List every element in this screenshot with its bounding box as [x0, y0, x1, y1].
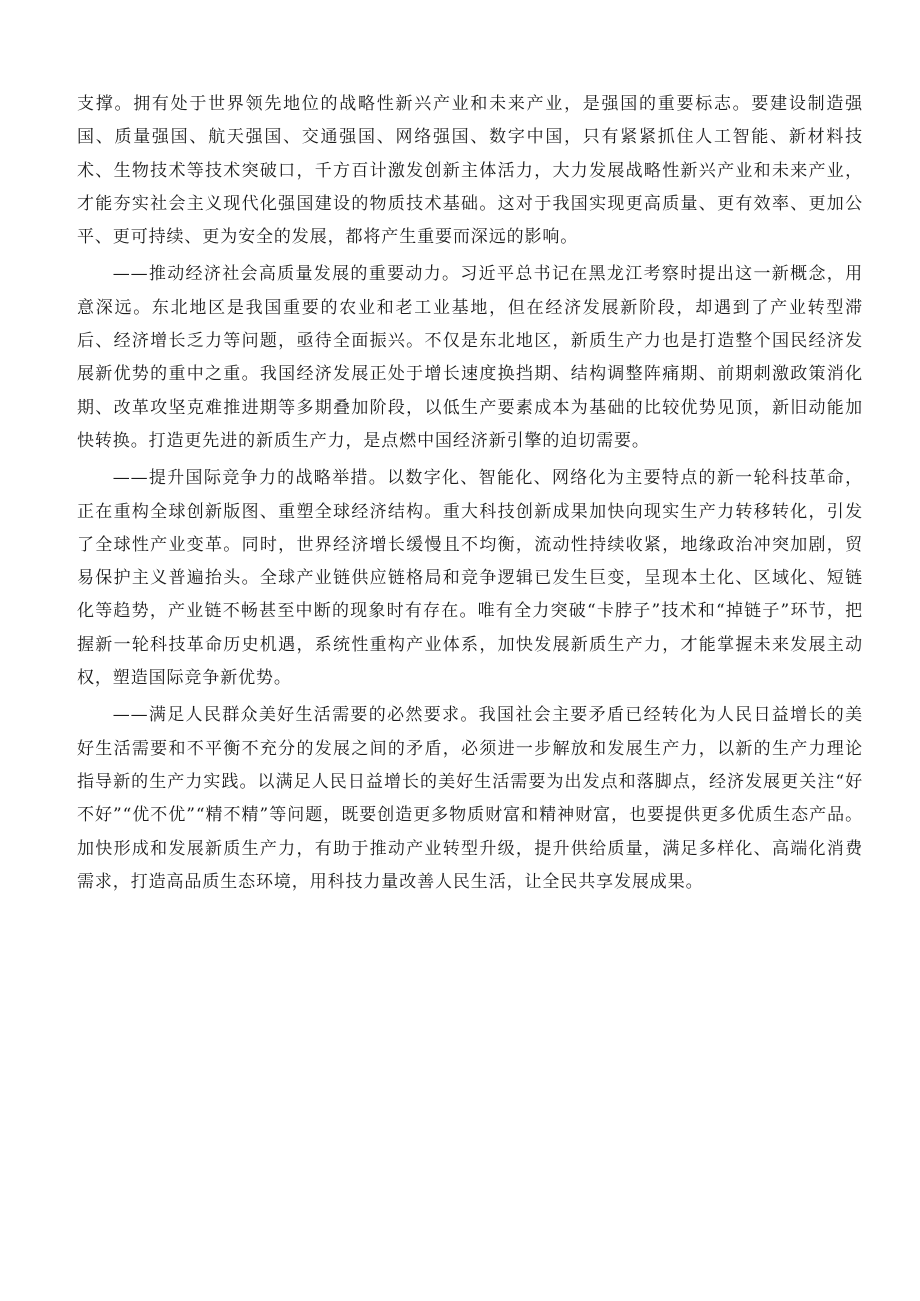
paragraph-continuation: 支撑。拥有处于世界领先地位的战略性新兴产业和未来产业，是强国的重要标志。要建设制造强国、质量强国、航天强国、交通强国、网络强国、数字中国，只有紧紧抓住人工智能、新材料技术、生物技术等技术突破口，千方百计激发创新主体活力，大力发展战略性新兴产业和未来产业，才能夯实社会主义现代化强国建设的物质技术基础。这对于我国实现更高质量、更有效率、更加公平、更可持续、更为安全的发展，都将产生重要而深远的影响。 [77, 94, 863, 248]
paragraph-better-life: ——满足人民群众美好生活需要的必然要求。我国社会主要矛盾已经转化为人民日益增长的美好生活需要和不平衡不充分的发展之间的矛盾，必须进一步解放和发展生产力，以新的生产力理论指导新的生产力实践。以满足人民日益增长的美好生活需要为出发点和落脚点，经济发展更关注“好不好”“优不优”“精不精”等问题，既要创造更多物质财富和精神财富，也要提供更多优质生态产品。加快形成和发展新质生产力，有助于推动产业转型升级，提升供给质量，满足多样化、高端化消费需求，打造高品质生态环境，用科技力量改善人民生活，让全民共享发展成果。 [77, 705, 863, 892]
document-body [77, 88, 863, 903]
paragraph-competitiveness: ——提升国际竞争力的战略举措。以数字化、智能化、网络化为主要特点的新一轮科技革命，正在重构全球创新版图、重塑全球经济结构。重大科技创新成果加快向现实生产力转移转化，引发了全球性产业变革。同时，世界经济增长缓慢且不均衡，流动性持续收紧，地缘政治冲突加剧，贸易保护主义普遍抬头。全球产业链供应链格局和竞争逻辑已发生巨变，呈现本土化、区域化、短链化等趋势，产业链不畅甚至中断的现象时有存在。唯有全力突破“卡脖子”技术和“掉链子”环节，把握新一轮科技革命历史机遇，系统性重构产业体系，加快发展新质生产力，才能掌握未来发展主动权，塑造国际竞争新优势。 [77, 468, 863, 689]
paragraph-driving-force: ——推动经济社会高质量发展的重要动力。习近平总书记在黑龙江考察时提出这一新概念，用意深远。东北地区是我国重要的农业和老工业基地，但在经济发展新阶段，却遇到了产业转型滞后、经济增长乏力等问题，亟待全面振兴。不仅是东北地区，新质生产力也是打造整个国民经济发展新优势的重中之重。我国经济发展正处于增长速度换挡期、结构调整阵痛期、前期刺激政策消化期、改革攻坚克难推进期等多期叠加阶段，以低生产要素成本为基础的比较优势见顶，新旧动能加快转换。打造更先进的新质生产力，是点燃中国经济新引擎的迫切需要。 [77, 264, 863, 451]
